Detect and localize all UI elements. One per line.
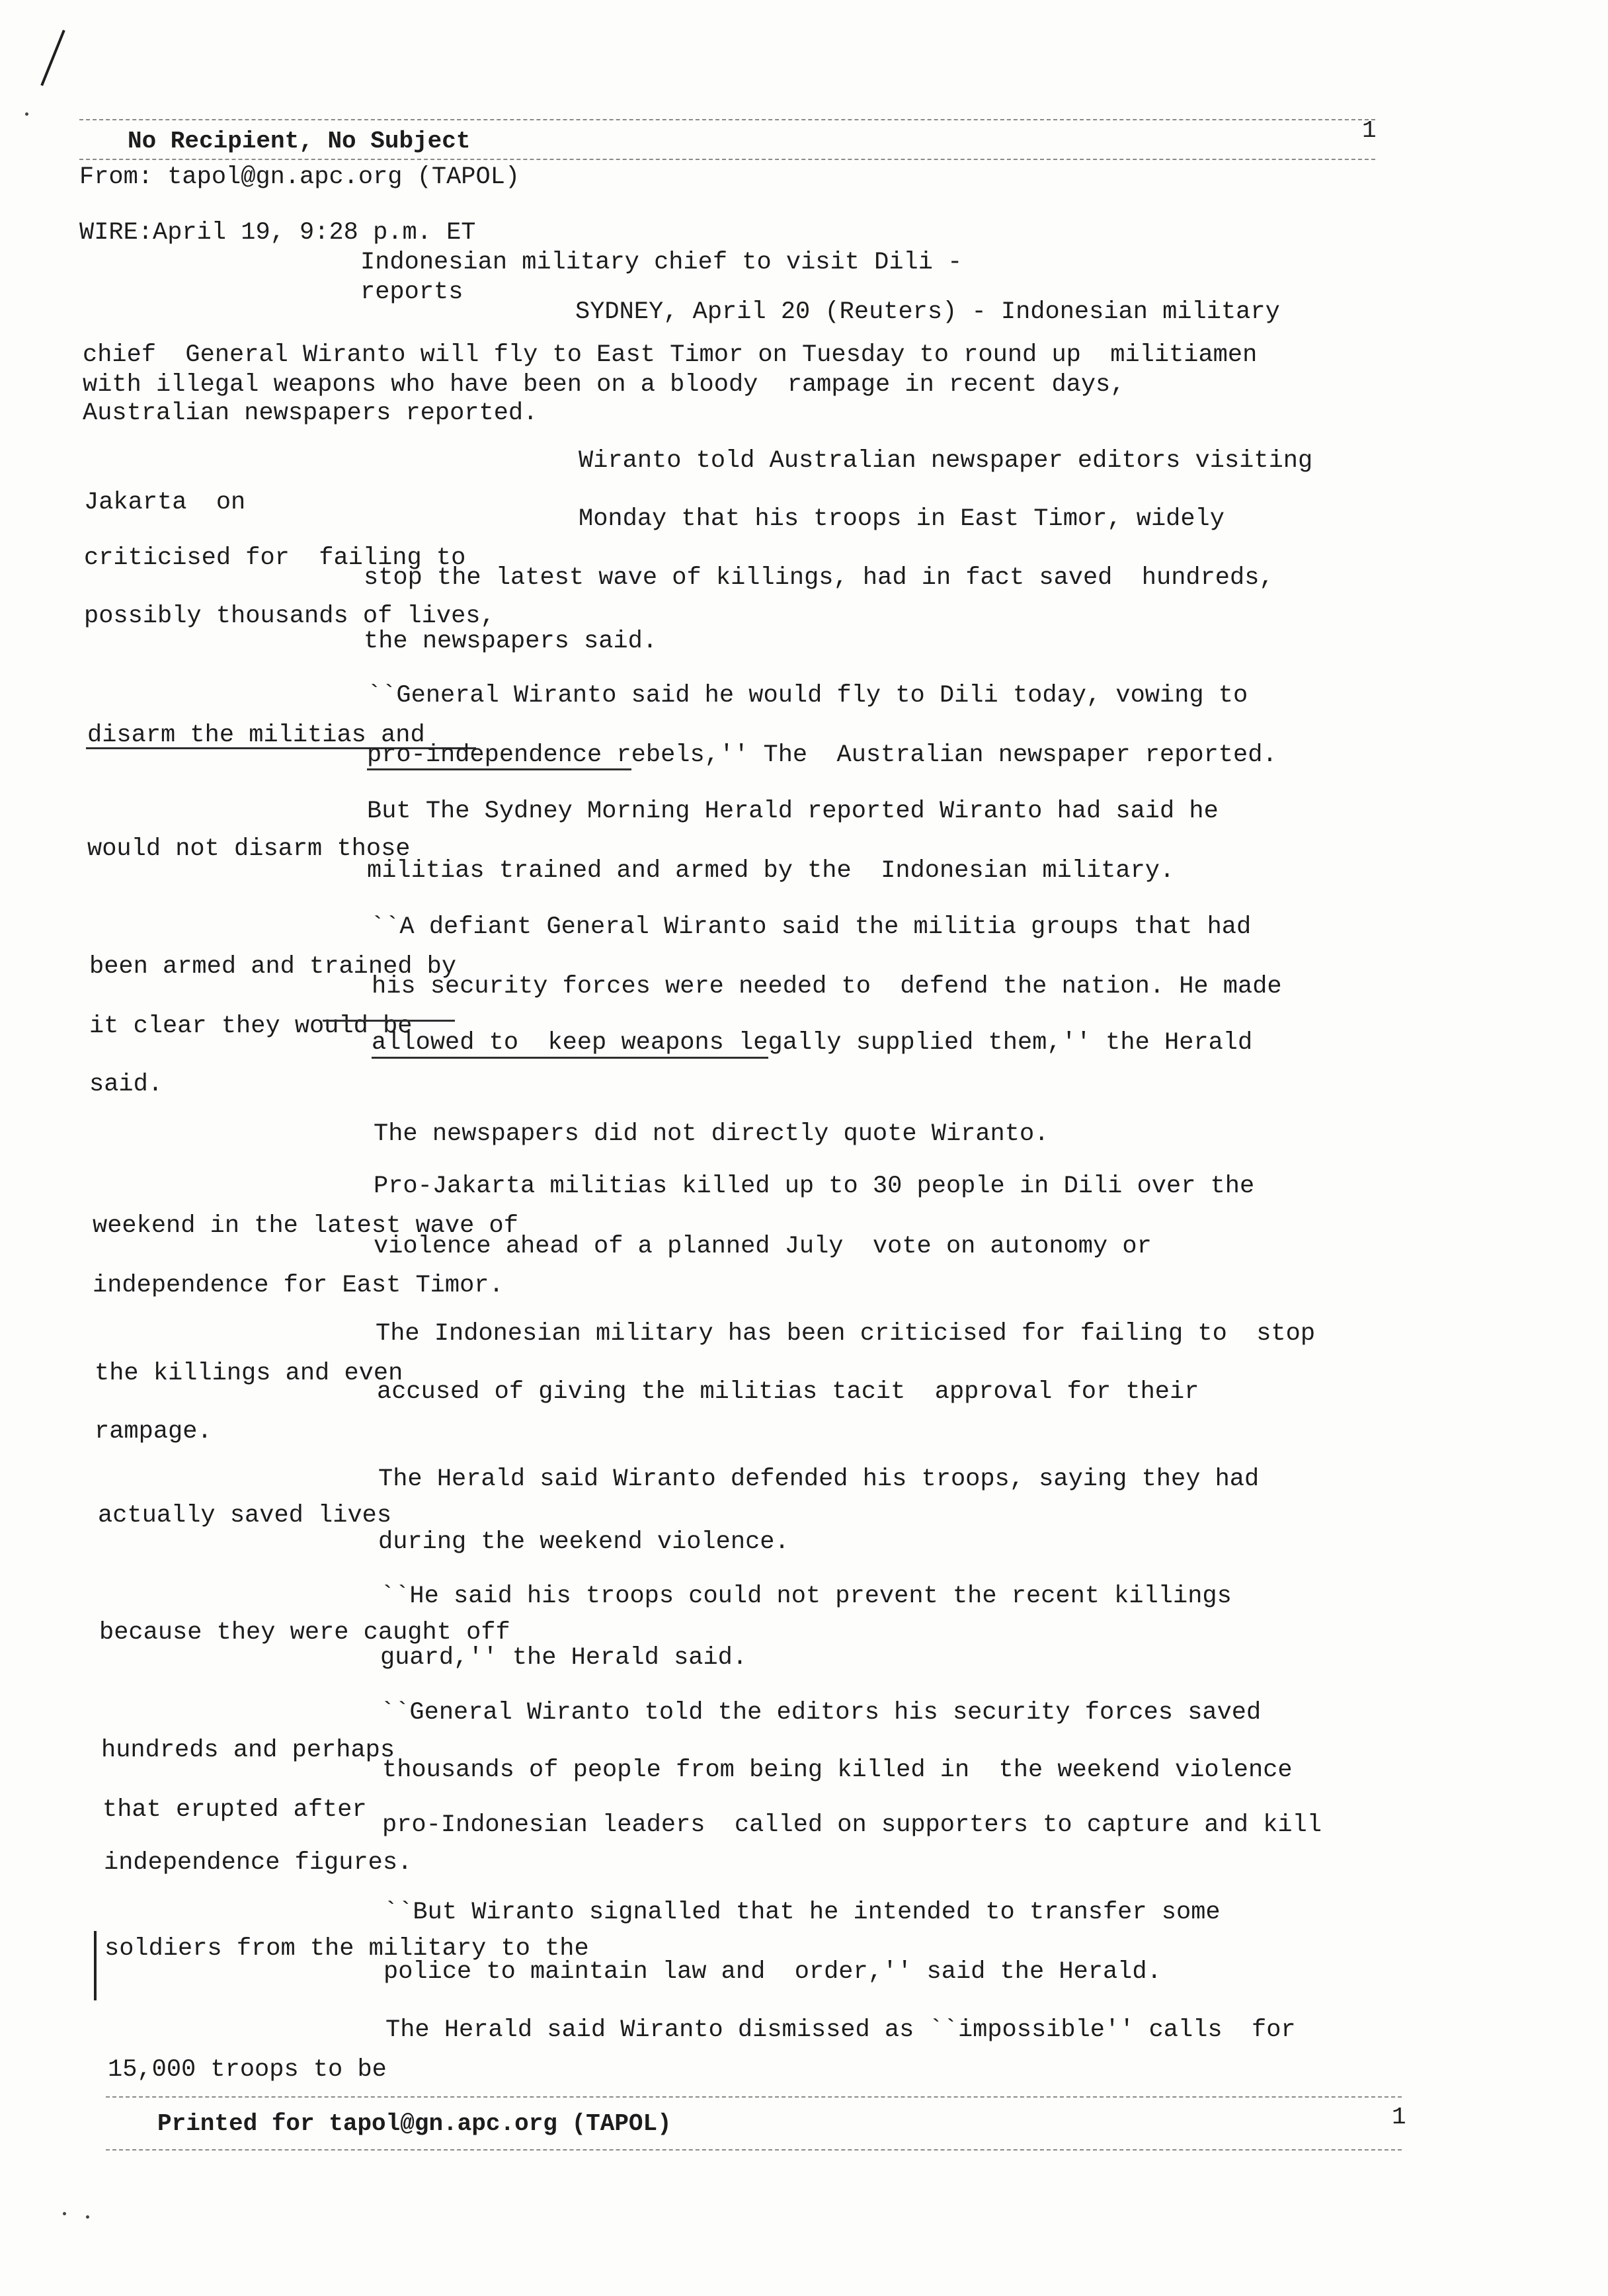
body-line: ``He said his troops could not prevent the recent killings <box>380 1582 1232 1610</box>
body-line: Australian newspapers reported. <box>83 399 538 427</box>
body-line: the newspapers said. <box>364 628 658 655</box>
body-line: But The Sydney Morning Herald reported Wiranto had said he <box>367 798 1219 825</box>
wire-line: WIRE:April 19, 9:28 p.m. ET <box>79 219 476 247</box>
from-line: From: tapol@gn.apc.org (TAPOL) <box>79 163 520 191</box>
header-bottom-rule <box>79 159 1375 160</box>
body-line: ``General Wiranto said he would fly to Dili today, vowing to <box>367 682 1248 710</box>
footer-page-number: 1 <box>1392 2104 1406 2131</box>
footer-printed-for: Printed for tapol@gn.apc.org (TAPOL) <box>157 2110 672 2137</box>
footer-top-rule <box>106 2096 1402 2098</box>
pen-stroke-mark <box>40 30 65 86</box>
body-line: actually saved lives <box>98 1502 392 1530</box>
body-line: ``General Wiranto told the editors his security forces saved <box>380 1699 1262 1727</box>
body-line: allowed to keep weapons legally supplied them,'' the Herald <box>372 1029 1253 1057</box>
body-line: thousands of people from being killed in the weekend violence <box>382 1756 1293 1784</box>
body-line: The newspapers did not directly quote Wiranto. <box>374 1120 1049 1148</box>
body-line: Monday that his troops in East Timor, widely <box>579 505 1225 533</box>
body-line: The Herald said Wiranto defended his troops, saying they had <box>378 1465 1260 1493</box>
body-line: The Herald said Wiranto dismissed as ``impossible'' calls for <box>385 2016 1296 2044</box>
body-line: independence figures. <box>104 1849 413 1877</box>
handwritten-underline <box>367 768 631 770</box>
body-line: stop the latest wave of killings, had in fact saved hundreds, <box>364 564 1274 592</box>
handwritten-underline <box>323 1020 455 1022</box>
handwritten-margin-bar <box>94 1931 97 2000</box>
scan-speck <box>63 2212 66 2215</box>
header-title: No Recipient, No Subject <box>128 128 471 155</box>
body-line: rampage. <box>95 1418 212 1446</box>
body-line: because they were caught off <box>99 1619 510 1647</box>
body-line: pro-independence rebels,'' The Australian newspaper reported. <box>367 741 1277 769</box>
body-line: criticised for failing to <box>84 544 466 572</box>
body-line: Jakarta on <box>84 489 246 516</box>
body-line: it clear they would be <box>89 1012 413 1040</box>
headline-line-1: Indonesian military chief to visit Dili - <box>360 249 963 276</box>
body-line: hundreds and perhaps <box>101 1737 395 1764</box>
body-line: pro-Indonesian leaders called on supporters to capture and kill <box>382 1811 1322 1839</box>
header-top-rule <box>79 119 1375 120</box>
body-line: accused of giving the militias tacit approval for their <box>377 1378 1199 1406</box>
body-line: with illegal weapons who have been on a bloody rampage in recent days, <box>83 371 1125 399</box>
body-line: 15,000 troops to be <box>108 2056 387 2084</box>
body-line: the killings and even <box>95 1360 403 1387</box>
body-line: possibly thousands of lives, <box>84 602 495 630</box>
body-line: his security forces were needed to defend the nation. He made <box>372 973 1282 1001</box>
body-line: The Indonesian military has been criticised for failing to stop <box>376 1320 1316 1348</box>
body-line: during the weekend violence. <box>378 1528 789 1556</box>
body-line: chief General Wiranto will fly to East Timor on Tuesday to round up militiamen <box>83 341 1258 369</box>
body-line: SYDNEY, April 20 (Reuters) - Indonesian military <box>575 298 1280 326</box>
header-page-number: 1 <box>1362 117 1377 144</box>
body-line: militias trained and armed by the Indonesian military. <box>367 857 1175 885</box>
body-line: police to maintain law and order,'' said the Herald. <box>383 1958 1162 1986</box>
footer-bottom-rule <box>106 2149 1402 2151</box>
body-line: soldiers from the military to the <box>104 1935 589 1963</box>
body-line: Pro-Jakarta militias killed up to 30 people in Dili over the <box>374 1172 1255 1200</box>
scan-speck <box>86 2215 89 2219</box>
body-line: violence ahead of a planned July vote on autonomy or <box>374 1233 1152 1260</box>
body-line: said. <box>89 1071 163 1098</box>
body-line: that erupted after <box>102 1796 367 1824</box>
body-line: independence for East Timor. <box>93 1272 504 1299</box>
body-line: been armed and trained by <box>89 953 457 981</box>
body-line: ``A defiant General Wiranto said the militia groups that had <box>370 913 1252 941</box>
body-line: weekend in the latest wave of <box>93 1212 518 1240</box>
headline-line-2: reports <box>360 278 463 306</box>
body-line: disarm the militias and <box>87 721 425 749</box>
body-line: Wiranto told Australian newspaper editors visiting <box>579 447 1313 475</box>
body-line: would not disarm those <box>87 835 411 863</box>
body-line: guard,'' the Herald said. <box>380 1644 748 1672</box>
handwritten-underline <box>372 1057 768 1059</box>
pen-dot-mark <box>25 112 28 116</box>
body-line: ``But Wiranto signalled that he intended to transfer some <box>383 1899 1221 1926</box>
